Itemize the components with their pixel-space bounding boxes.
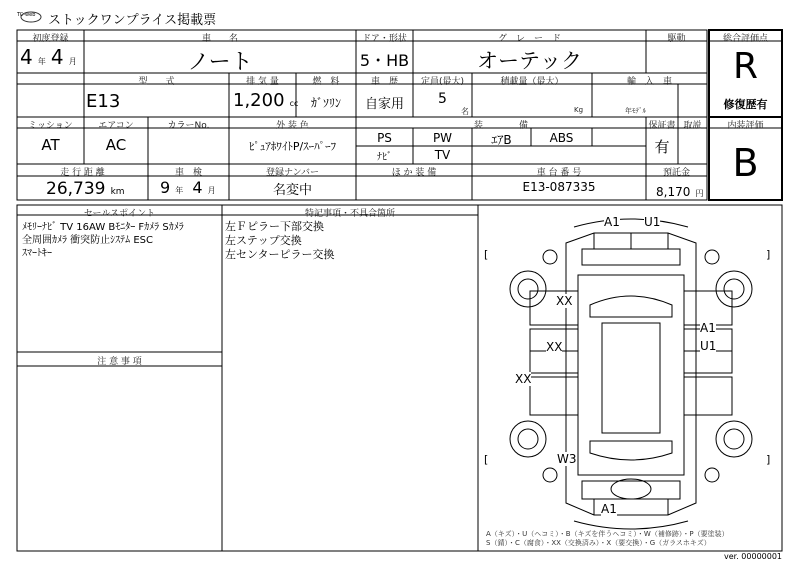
- reg-year: 4: [20, 45, 33, 69]
- damage-mark: W3: [557, 452, 577, 466]
- history-label: 車 歴: [370, 77, 398, 87]
- ac-label: エアコン: [98, 121, 134, 131]
- reg-label: 初度登録: [32, 34, 69, 44]
- remarks-label: 特記事項・不具合箇所: [304, 209, 395, 219]
- model-value: E13: [86, 91, 121, 112]
- sales-label: セールスポイント: [83, 209, 156, 219]
- interior-rating-label: 内装評価: [727, 121, 764, 131]
- remark-line: 左Ｆピラー下部交換: [225, 220, 324, 233]
- car-name-label: 車 名: [201, 34, 238, 44]
- import-unit: 年ﾓﾃﾞﾙ: [625, 107, 646, 115]
- damage-mark: A1: [604, 215, 620, 229]
- damage-mark: A1: [601, 502, 617, 516]
- reg-month: 4: [50, 45, 64, 69]
- inspection-month-unit: 月: [207, 186, 216, 195]
- remark-line: 左ステップ交換: [225, 234, 302, 247]
- damage-mark: U1: [700, 339, 717, 353]
- sales-line: ﾒﾓﾘｰﾅﾋﾞ TV 16AW Bﾓﾆﾀｰ Fｶﾒﾗ Sｶﾒﾗ: [22, 222, 184, 233]
- mission-label: ミッション: [28, 121, 73, 131]
- door-label: ドア・形状: [362, 34, 407, 44]
- inspection-month: 4: [192, 178, 203, 197]
- deposit-unit: 円: [695, 189, 704, 198]
- remark-line: 左センターピラー交換: [225, 248, 335, 261]
- color-no-label: カラーNo.: [167, 121, 210, 131]
- manual-label: 取説: [683, 121, 702, 131]
- equip-tv: TV: [434, 148, 451, 162]
- load-label: 積載量（最大）: [500, 77, 564, 87]
- bracket-open: [: [484, 453, 489, 466]
- grade-value: オーテック: [477, 49, 582, 73]
- page-title: ストックワンプライス掲載票: [48, 13, 217, 28]
- capacity-unit: 名: [461, 107, 469, 116]
- damage-mark: XX: [515, 372, 532, 386]
- model-label: 型 式: [138, 77, 175, 87]
- inspection: [160, 178, 216, 197]
- reg-date: [20, 45, 84, 69]
- mileage-label: 走 行 距 離: [60, 168, 105, 178]
- import-label: 輸 入 車: [626, 77, 672, 87]
- equip-airbag: ｴｱB: [491, 133, 512, 147]
- damage-mark: XX: [556, 294, 573, 308]
- history-value: 自家用: [364, 97, 404, 112]
- chassis-value: E13-087335: [522, 180, 596, 194]
- overall-rating: R: [732, 46, 758, 87]
- reg-month-unit: 月: [68, 57, 77, 66]
- damage-mark: U1: [644, 215, 661, 229]
- inspection-year: 9: [160, 178, 171, 197]
- drive-label: 駆動: [667, 34, 686, 44]
- ac-value: AC: [105, 136, 127, 154]
- deposit: [656, 181, 703, 200]
- sales-text: [22, 221, 184, 260]
- fuel-value: ｶﾞｿﾘﾝ: [310, 96, 341, 110]
- equip-navi: ﾅﾋﾞ: [377, 152, 392, 163]
- warranty-value: 有: [654, 138, 670, 156]
- deposit-value: 8,170: [656, 185, 691, 199]
- cc-value: 1,200: [233, 90, 285, 111]
- damage-mark: A1: [700, 321, 716, 335]
- mileage-value: 26,739: [46, 179, 106, 199]
- cc-unit: cc: [289, 99, 299, 108]
- car-name: ノート: [187, 50, 253, 75]
- sales-line: 全周囲ｶﾒﾗ 衝突防止ｼｽﾃﾑ ESC: [22, 235, 154, 246]
- capacity-value: 5: [438, 91, 447, 107]
- inspection-year-unit: 年: [175, 186, 184, 195]
- notes-label: 注 意 事 項: [97, 357, 142, 367]
- plate-label: 登録ナンバー: [266, 168, 319, 178]
- cc: [233, 90, 298, 111]
- equip-pw: PW: [432, 131, 453, 145]
- mileage: [46, 179, 125, 199]
- exterior-value: ﾋﾟｭｱﾎﾜｲﾄP/ｽｰﾊﾟｰﾌ: [248, 140, 337, 153]
- fuel-label: 燃 料: [312, 77, 340, 87]
- inspection-label: 車 検: [174, 168, 202, 178]
- load-unit: Kg: [574, 106, 584, 114]
- bracket-close: ]: [766, 248, 771, 261]
- capacity-label: 定員(最大): [420, 77, 465, 87]
- remarks-text: [225, 220, 335, 262]
- grade-label: グ レ ー ド: [497, 34, 561, 44]
- chassis-label: 車 台 番 号: [536, 168, 582, 178]
- bracket-open: [: [484, 248, 489, 261]
- other-equip-label: ほ か 装 備: [391, 168, 437, 178]
- bracket-close: ]: [766, 453, 771, 466]
- sales-line: ｽﾏｰﾄｷｰ: [22, 248, 52, 259]
- legend-line: A（キズ）・U（ヘコミ）・B（キズを伴うヘコミ）・W（補修跡）・P（要塗装）: [486, 530, 729, 538]
- equip-ps: PS: [377, 131, 392, 145]
- diagram-legend: [486, 530, 729, 548]
- damage-mark: XX: [546, 340, 563, 354]
- logo-text: TC-web: [17, 12, 36, 18]
- mileage-unit: km: [110, 187, 125, 197]
- mission-value: AT: [41, 136, 60, 154]
- deposit-label: 預託金: [662, 168, 690, 178]
- cc-label: 排 気 量: [246, 77, 279, 87]
- plate-value: 名変中: [272, 183, 312, 198]
- overall-rating-label: 総合評価点: [722, 34, 768, 44]
- legend-line: S（錆）・C（腐食）・XX（交換済み）・X（要交換）・G（ガラスホキズ）: [486, 539, 711, 547]
- version-text: ver. 00000001: [724, 552, 783, 561]
- exterior-label: 外 装 色: [276, 121, 309, 131]
- equip-abs: ABS: [549, 131, 574, 145]
- reg-year-unit: 年: [37, 57, 46, 66]
- interior-rating: B: [732, 141, 759, 185]
- warranty-label: 保証書: [648, 121, 676, 131]
- overall-rating-note: 修復歴有: [723, 98, 768, 111]
- door-value: 5・HB: [359, 51, 410, 70]
- equip-label: 装 備: [473, 121, 528, 131]
